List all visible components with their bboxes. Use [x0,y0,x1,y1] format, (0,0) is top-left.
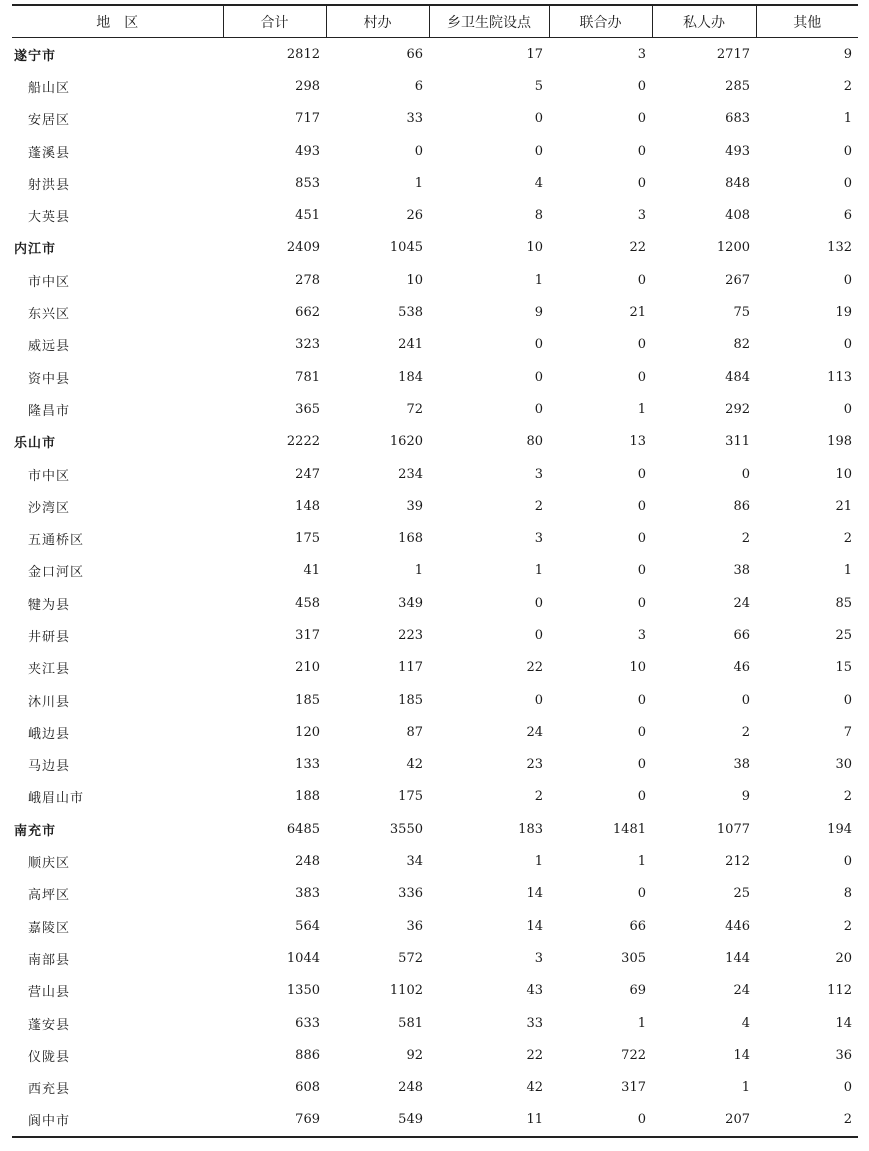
total-cell: 853 [295,175,320,191]
village-run-cell: 33 [406,111,423,127]
total-cell: 365 [295,401,320,417]
joint-run-cell: 22 [629,240,646,256]
district-row [12,264,858,296]
joint-run-cell: 66 [629,918,646,934]
private-run-cell: 484 [725,369,750,385]
joint-run-cell: 13 [629,434,646,450]
other-cell: 1 [843,563,852,579]
total-cell: 278 [295,272,320,288]
district-row [12,103,858,135]
region-name-cell: 乐山市 [14,436,57,452]
private-run-cell: 144 [725,950,750,966]
village-run-cell: 549 [326,1104,429,1137]
joint-run-cell: 0 [549,1104,652,1137]
statistics-table-page [12,4,858,1138]
joint-run-cell: 0 [637,143,646,159]
joint-run-cell: 305 [621,950,646,966]
private-run-cell: 493 [725,143,750,159]
total-cell: 493 [295,143,320,159]
private-run-cell: 446 [725,918,750,934]
joint-run-cell: 1 [637,854,646,870]
other-cell: 0 [843,692,852,708]
total-cell: 41 [303,563,320,579]
private-run-cell: 311 [725,434,750,450]
other-cell: 7 [843,724,852,740]
village-run-cell: 92 [406,1047,423,1063]
other-cell: 21 [835,498,852,514]
village-run-cell: 1 [414,175,423,191]
township-clinic-cell: 3 [534,466,543,482]
region-name-cell: 南部县 [28,952,71,968]
private-run-cell: 24 [733,595,750,611]
private-run-cell: 1 [741,1080,750,1096]
other-cell: 25 [835,627,852,643]
private-run-cell: 2 [741,724,750,740]
district-row [12,619,858,651]
village-run-cell: 26 [406,208,423,224]
total-cell: 717 [295,111,320,127]
joint-run-cell: 0 [637,466,646,482]
township-clinic-cell: 0 [534,595,543,611]
other-cell: 2 [843,918,852,934]
region-name-cell: 马边县 [28,759,71,775]
joint-run-cell: 0 [637,789,646,805]
joint-run-cell: 0 [637,175,646,191]
township-clinic-cell: 1 [534,854,543,870]
other-cell: 132 [827,240,852,256]
private-run-cell: 267 [725,272,750,288]
other-cell: 6 [843,208,852,224]
total-cell: 1044 [286,950,320,966]
total-cell: 1350 [286,983,320,999]
header-region: 地 区 [12,5,223,38]
private-run-cell: 285 [725,78,750,94]
district-row [12,716,858,748]
district-row [12,1104,858,1137]
township-clinic-cell: 22 [526,660,543,676]
township-clinic-cell: 0 [534,337,543,353]
village-run-cell: 39 [406,498,423,514]
total-cell: 210 [295,660,320,676]
district-row [12,652,858,684]
private-run-cell: 86 [733,498,750,514]
township-clinic-cell: 183 [518,821,543,837]
private-run-cell: 207 [652,1104,756,1137]
other-cell: 112 [827,983,852,999]
village-run-cell: 175 [398,789,423,805]
region-name-cell: 犍为县 [28,597,71,613]
village-run-cell: 34 [406,854,423,870]
other-cell: 0 [843,1080,852,1096]
header-township-clinic-site: 乡卫生院设点 [429,5,549,38]
township-clinic-cell: 0 [534,401,543,417]
region-name-cell: 仪陇县 [28,1049,71,1065]
private-run-cell: 1077 [716,821,750,837]
district-row [12,749,858,781]
region-name-cell: 市中区 [28,274,71,290]
region-name-cell: 西充县 [28,1082,71,1098]
private-run-cell: 683 [725,111,750,127]
other-cell: 20 [835,950,852,966]
township-clinic-cell: 42 [526,1080,543,1096]
joint-run-cell: 0 [637,78,646,94]
private-run-cell: 4 [741,1015,750,1031]
township-clinic-cell: 43 [526,983,543,999]
district-row [12,167,858,199]
district-row [12,199,858,231]
village-run-cell: 336 [398,886,423,902]
region-name-cell: 安居区 [28,113,71,129]
table-header [12,5,858,38]
township-clinic-cell: 10 [526,240,543,256]
joint-run-cell: 0 [637,337,646,353]
township-clinic-cell: 5 [534,78,543,94]
total-cell: 633 [295,1015,320,1031]
township-clinic-cell: 1 [534,563,543,579]
joint-run-cell: 0 [637,272,646,288]
region-name-cell: 资中县 [28,371,71,387]
total-cell: 6485 [286,821,320,837]
village-run-cell: 117 [398,660,423,676]
private-run-cell: 212 [725,854,750,870]
village-run-cell: 184 [398,369,423,385]
district-row [12,490,858,522]
total-cell: 188 [295,789,320,805]
township-clinic-cell: 0 [534,627,543,643]
other-cell: 14 [835,1015,852,1031]
joint-run-cell: 1 [637,401,646,417]
district-row [12,555,858,587]
joint-run-cell: 0 [637,498,646,514]
other-cell: 0 [843,272,852,288]
district-row [12,1039,858,1071]
district-row [12,296,858,328]
city-row [12,232,858,264]
total-cell: 2812 [286,46,320,62]
village-run-cell: 42 [406,757,423,773]
township-clinic-cell: 2 [534,789,543,805]
village-run-cell: 1045 [389,240,423,256]
other-cell: 2 [843,789,852,805]
township-clinic-cell: 24 [526,724,543,740]
header-total: 合计 [223,5,326,38]
other-cell: 0 [843,337,852,353]
header-joint-run: 联合办 [549,5,652,38]
joint-run-cell: 0 [637,595,646,611]
district-row [12,781,858,813]
total-cell: 608 [295,1080,320,1096]
total-cell: 451 [295,208,320,224]
private-run-cell: 38 [733,563,750,579]
private-run-cell: 82 [733,337,750,353]
total-cell: 175 [295,531,320,547]
district-row [12,361,858,393]
private-run-cell: 1200 [716,240,750,256]
total-cell: 886 [295,1047,320,1063]
district-row [12,878,858,910]
region-name-cell: 蓬溪县 [28,145,71,161]
district-row [12,975,858,1007]
total-cell: 120 [295,724,320,740]
total-cell: 662 [295,305,320,321]
village-run-cell: 349 [398,595,423,611]
region-name-cell: 射洪县 [28,177,71,193]
district-row [12,1007,858,1039]
region-name-cell: 沙湾区 [28,500,71,516]
statistics-table [12,4,858,1138]
total-cell: 148 [295,498,320,514]
village-run-cell: 1102 [389,983,423,999]
township-clinic-cell: 22 [526,1047,543,1063]
header-other: 其他 [756,5,858,38]
other-cell: 2 [843,531,852,547]
total-cell: 185 [295,692,320,708]
other-cell: 30 [835,757,852,773]
district-row [12,393,858,425]
private-run-cell: 848 [725,175,750,191]
other-cell: 1 [843,111,852,127]
village-run-cell: 168 [398,531,423,547]
township-clinic-cell: 8 [534,208,543,224]
township-clinic-cell: 0 [534,369,543,385]
village-run-cell: 3550 [389,821,423,837]
joint-run-cell: 1 [637,1015,646,1031]
total-cell: 247 [295,466,320,482]
total-cell: 458 [295,595,320,611]
region-name-cell: 沐川县 [28,694,71,710]
region-name-cell: 金口河区 [28,565,85,581]
private-run-cell: 0 [741,692,750,708]
region-name-cell: 大英县 [28,210,71,226]
region-name-cell: 威远县 [28,339,71,355]
village-run-cell: 241 [398,337,423,353]
city-row [12,38,858,71]
joint-run-cell: 317 [621,1080,646,1096]
joint-run-cell: 0 [637,886,646,902]
other-cell: 0 [843,143,852,159]
township-clinic-cell: 1 [534,272,543,288]
joint-run-cell: 69 [629,983,646,999]
other-cell: 0 [843,854,852,870]
private-run-cell: 38 [733,757,750,773]
village-run-cell: 185 [398,692,423,708]
header-village-run: 村办 [326,5,429,38]
region-name-cell: 隆昌市 [28,403,71,419]
other-cell: 2 [843,78,852,94]
district-row [12,587,858,619]
village-run-cell: 10 [406,272,423,288]
other-cell: 0 [843,175,852,191]
other-cell: 0 [843,401,852,417]
district-row [12,942,858,974]
private-run-cell: 408 [725,208,750,224]
private-run-cell: 24 [733,983,750,999]
region-name-cell: 夹江县 [28,662,71,678]
private-run-cell: 14 [733,1047,750,1063]
joint-run-cell: 0 [637,531,646,547]
region-name-cell: 高坪区 [28,888,71,904]
township-clinic-cell: 23 [526,757,543,773]
other-cell: 194 [827,821,852,837]
joint-run-cell: 0 [637,369,646,385]
other-cell: 113 [827,369,852,385]
region-name-cell: 峨边县 [28,726,71,742]
private-run-cell: 2 [741,531,750,547]
region-name-cell: 南充市 [14,823,57,839]
joint-run-cell: 10 [629,660,646,676]
other-cell: 2 [756,1104,858,1137]
region-name-cell: 东兴区 [28,307,71,323]
private-run-cell: 25 [733,886,750,902]
township-clinic-cell: 17 [526,46,543,62]
township-clinic-cell: 14 [526,918,543,934]
district-row [12,910,858,942]
village-run-cell: 72 [406,401,423,417]
joint-run-cell: 0 [637,724,646,740]
joint-run-cell: 3 [637,46,646,62]
private-run-cell: 292 [725,401,750,417]
joint-run-cell: 0 [637,563,646,579]
total-cell: 781 [295,369,320,385]
private-run-cell: 46 [733,660,750,676]
township-clinic-cell: 33 [526,1015,543,1031]
district-row [12,845,858,877]
village-run-cell: 223 [398,627,423,643]
region-name-cell: 峨眉山市 [28,791,85,807]
district-row [12,522,858,554]
region-name-cell: 顺庆区 [28,856,71,872]
other-cell: 8 [843,886,852,902]
total-cell: 2409 [286,240,320,256]
district-row [12,1072,858,1104]
other-cell: 15 [835,660,852,676]
joint-run-cell: 21 [629,305,646,321]
table-body [12,38,858,1138]
village-run-cell: 0 [414,143,423,159]
region-name-cell: 阆中市 [12,1104,223,1137]
township-clinic-cell: 2 [534,498,543,514]
joint-run-cell: 3 [637,627,646,643]
header-private-run: 私人办 [652,5,756,38]
city-row [12,813,858,845]
region-name-cell: 五通桥区 [28,533,85,549]
total-cell: 133 [295,757,320,773]
township-clinic-cell: 80 [526,434,543,450]
district-row [12,135,858,167]
village-run-cell: 1 [414,563,423,579]
village-run-cell: 66 [406,46,423,62]
joint-run-cell: 1481 [612,821,646,837]
township-clinic-cell: 4 [534,175,543,191]
township-clinic-cell: 0 [534,692,543,708]
region-name-cell: 营山县 [28,985,71,1001]
total-cell: 564 [295,918,320,934]
district-row [12,329,858,361]
other-cell: 9 [843,46,852,62]
total-cell: 2222 [286,434,320,450]
joint-run-cell: 0 [637,692,646,708]
private-run-cell: 66 [733,627,750,643]
region-name-cell: 船山区 [28,80,71,96]
joint-run-cell: 0 [637,757,646,773]
total-cell: 317 [295,627,320,643]
region-name-cell: 嘉陵区 [28,920,71,936]
district-row [12,458,858,490]
township-clinic-cell: 3 [534,950,543,966]
total-cell: 769 [223,1104,326,1137]
private-run-cell: 0 [741,466,750,482]
district-row [12,70,858,102]
private-run-cell: 9 [741,789,750,805]
other-cell: 85 [835,595,852,611]
joint-run-cell: 722 [621,1047,646,1063]
township-clinic-cell: 9 [534,305,543,321]
other-cell: 19 [835,305,852,321]
joint-run-cell: 3 [637,208,646,224]
total-cell: 383 [295,886,320,902]
township-clinic-cell: 14 [526,886,543,902]
district-row [12,684,858,716]
total-cell: 323 [295,337,320,353]
region-name-cell: 蓬安县 [28,1017,71,1033]
region-name-cell: 井研县 [28,629,71,645]
other-cell: 10 [835,466,852,482]
village-run-cell: 581 [398,1015,423,1031]
village-run-cell: 572 [398,950,423,966]
village-run-cell: 87 [406,724,423,740]
village-run-cell: 36 [406,918,423,934]
township-clinic-cell: 11 [429,1104,549,1137]
region-name-cell: 遂宁市 [14,48,57,64]
township-clinic-cell: 3 [534,531,543,547]
header-row [12,5,858,38]
village-run-cell: 248 [398,1080,423,1096]
city-row [12,426,858,458]
other-cell: 198 [827,434,852,450]
village-run-cell: 6 [414,78,423,94]
private-run-cell: 2717 [716,46,750,62]
total-cell: 298 [295,78,320,94]
region-name-cell: 内江市 [14,242,57,258]
village-run-cell: 1620 [389,434,423,450]
village-run-cell: 538 [398,305,423,321]
region-name-cell: 市中区 [28,468,71,484]
joint-run-cell: 0 [637,111,646,127]
township-clinic-cell: 0 [534,111,543,127]
township-clinic-cell: 0 [534,143,543,159]
village-run-cell: 234 [398,466,423,482]
other-cell: 36 [835,1047,852,1063]
total-cell: 248 [295,854,320,870]
private-run-cell: 75 [733,305,750,321]
